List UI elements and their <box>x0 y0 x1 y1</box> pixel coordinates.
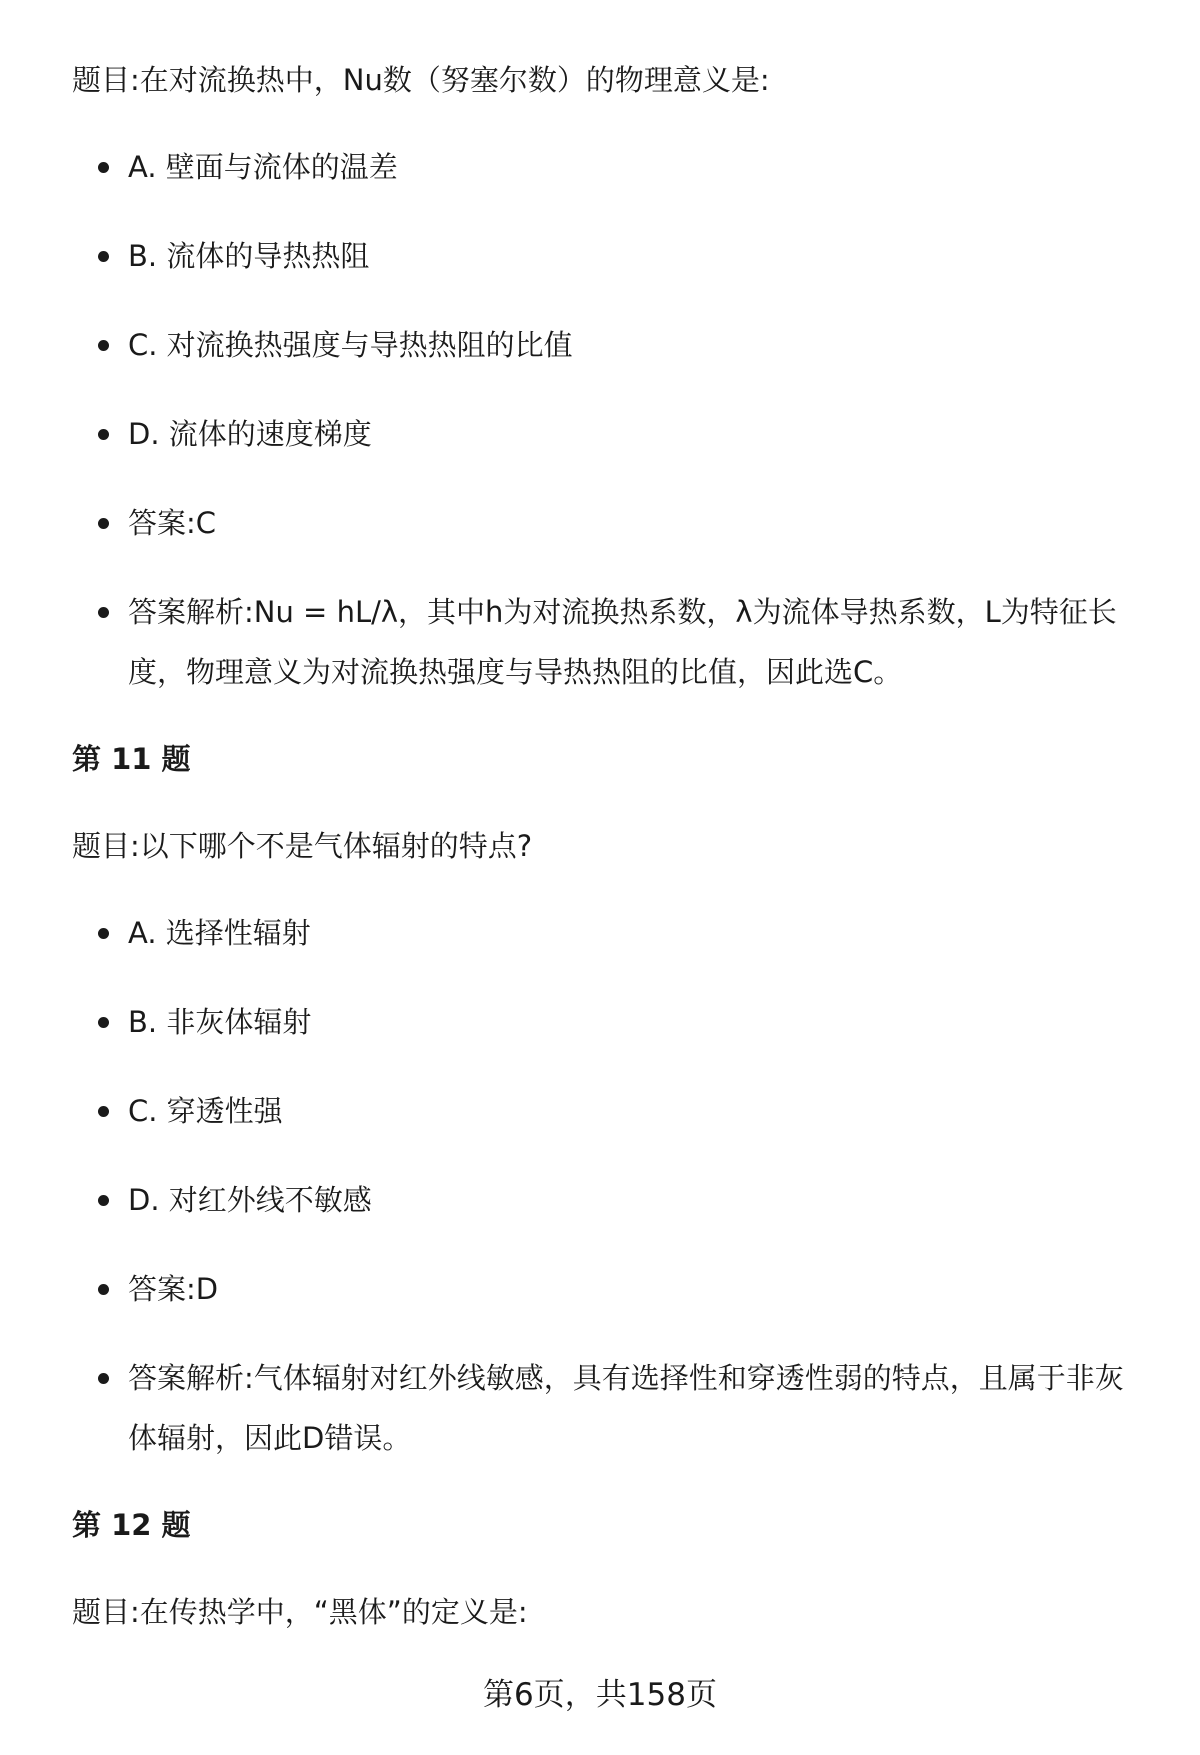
option-c <box>72 325 1152 365</box>
bullet-icon <box>98 429 109 440</box>
bullet-icon <box>98 251 109 262</box>
question-11-options <box>72 913 1152 1468</box>
option-b <box>72 236 1152 276</box>
bullet-icon <box>98 518 109 529</box>
bullet-icon <box>98 607 109 618</box>
question-12-text: 题目:在传热学中，“黑体”的定义是: <box>72 1595 528 1629</box>
option-d-text: D. 对红外线不敏感 <box>128 1183 372 1217</box>
question-11-heading: 第 11 题 <box>72 742 191 776</box>
option-b-text: B. 流体的导热热阻 <box>128 239 370 273</box>
option-a <box>72 913 1152 953</box>
option-b-text: B. 非灰体辐射 <box>128 1005 312 1039</box>
option-d-text: D. 流体的速度梯度 <box>128 417 372 451</box>
explanation-text: 答案解析:Nu = hL/λ，其中h为对流换热系数，λ为流体导热系数，L为特征长度，物理意义为对流换热强度与导热热阻的比值，因此选C。 <box>128 595 1117 689</box>
bullet-icon <box>98 340 109 351</box>
question-10-options <box>72 147 1152 702</box>
option-a <box>72 147 1152 187</box>
option-c-text: C. 对流换热强度与导热热阻的比值 <box>128 328 573 362</box>
question-11-text: 题目:以下哪个不是气体辐射的特点? <box>72 829 533 863</box>
answer-explanation <box>72 1348 1152 1468</box>
option-d <box>72 414 1152 454</box>
explanation-text: 答案解析:气体辐射对红外线敏感，具有选择性和穿透性弱的特点，且属于非灰体辐射，因此D错误。 <box>128 1361 1124 1455</box>
option-c <box>72 1091 1152 1131</box>
bullet-icon <box>98 1106 109 1117</box>
bullet-icon <box>98 1017 109 1028</box>
question-12-heading: 第 12 题 <box>72 1508 191 1542</box>
bullet-icon <box>98 1284 109 1295</box>
answer-text: 答案:D <box>128 1272 219 1306</box>
bullet-icon <box>98 1195 109 1206</box>
option-c-text: C. 穿透性强 <box>128 1094 283 1128</box>
option-a-text: A. 壁面与流体的温差 <box>128 150 398 184</box>
answer <box>72 503 1152 543</box>
bullet-icon <box>98 928 109 939</box>
page-number: 第6页，共158页 <box>483 1677 717 1713</box>
question-10-text: 题目:在对流换热中，Nu数（努塞尔数）的物理意义是: <box>72 63 770 97</box>
option-d <box>72 1180 1152 1220</box>
option-b <box>72 1002 1152 1042</box>
bullet-icon <box>98 1373 109 1384</box>
answer-text: 答案:C <box>128 506 217 540</box>
answer-explanation <box>72 582 1152 702</box>
answer <box>72 1269 1152 1309</box>
page-content <box>72 60 1152 1632</box>
option-a-text: A. 选择性辐射 <box>128 916 311 950</box>
bullet-icon <box>98 162 109 173</box>
